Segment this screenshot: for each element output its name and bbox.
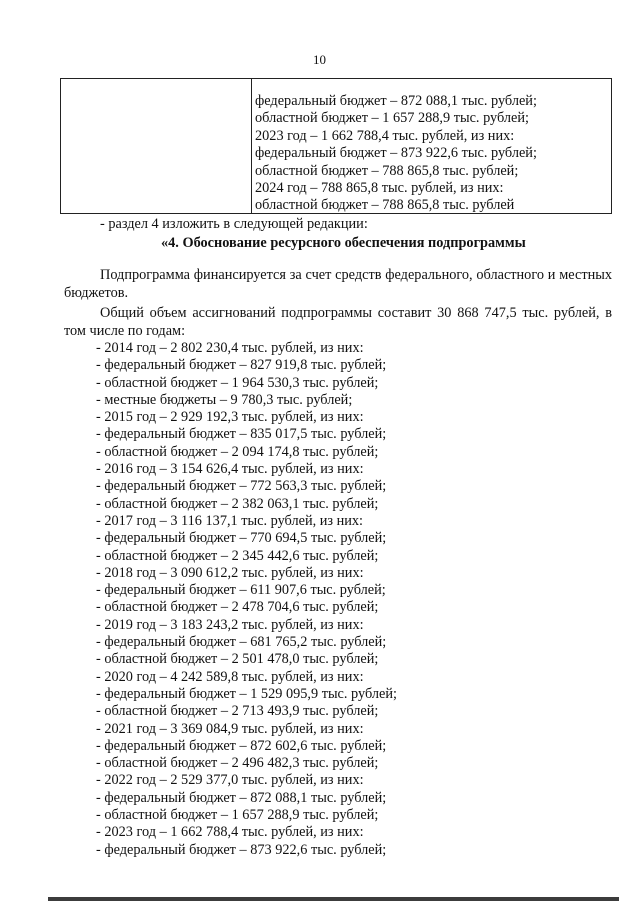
table-left-cell <box>61 79 252 213</box>
list-item: - 2015 год – 2 929 192,3 тыс. рублей, из них: <box>96 409 364 426</box>
list-item: - федеральный бюджет – 770 694,5 тыс. рублей; <box>96 530 387 547</box>
table-line: областной бюджет – 788 865,8 тыс. рублей <box>255 197 515 214</box>
table-right-cell <box>255 79 611 213</box>
table-line: 2023 год – 1 662 788,4 тыс. рублей, из них: <box>255 127 515 144</box>
list-item: - федеральный бюджет – 872 602,6 тыс. рублей; <box>96 737 387 754</box>
table-line: областной бюджет – 788 865,8 тыс. рублей; <box>255 162 519 179</box>
funding-by-year-list <box>96 340 397 859</box>
budget-table <box>60 78 612 214</box>
list-item: - федеральный бюджет – 872 088,1 тыс. рублей; <box>96 789 387 806</box>
list-item: - федеральный бюджет – 772 563,3 тыс. рублей; <box>96 478 387 495</box>
list-item: - областной бюджет – 2 713 493,9 тыс. рублей; <box>96 703 379 720</box>
total-volume-paragraph: Общий объем ассигнований подпрограммы составит 30 868 747,5 тыс. рублей, в том числе по годам: <box>64 305 612 339</box>
list-item: - федеральный бюджет – 611 907,6 тыс. рублей; <box>96 582 386 599</box>
scan-edge-rule <box>48 897 619 901</box>
list-item: - областной бюджет – 1 964 530,3 тыс. рублей; <box>96 374 379 391</box>
list-item: - 2020 год – 4 242 589,8 тыс. рублей, из них: <box>96 668 364 685</box>
list-item: - федеральный бюджет – 873 922,6 тыс. рублей; <box>96 841 387 858</box>
list-item: - областной бюджет – 2 478 704,6 тыс. рублей; <box>96 599 379 616</box>
section-heading: «4. Обоснование ресурсного обеспечения подпрограммы <box>161 235 526 251</box>
list-item: - 2022 год – 2 529 377,0 тыс. рублей, из них: <box>96 772 364 789</box>
list-item: - областной бюджет – 2 382 063,1 тыс. рублей; <box>96 495 379 512</box>
list-item: - федеральный бюджет – 1 529 095,9 тыс. рублей; <box>96 685 397 702</box>
amendment-instruction: - раздел 4 изложить в следующей редакции: <box>100 216 368 232</box>
table-line: 2024 год – 788 865,8 тыс. рублей, из них: <box>255 180 504 197</box>
list-item: - 2016 год – 3 154 626,4 тыс. рублей, из них: <box>96 461 364 478</box>
list-item: - 2019 год – 3 183 243,2 тыс. рублей, из них: <box>96 616 364 633</box>
list-item: - федеральный бюджет – 835 017,5 тыс. рублей; <box>96 426 387 443</box>
list-item: - 2018 год – 3 090 612,2 тыс. рублей, из них: <box>96 564 364 581</box>
table-line: федеральный бюджет – 872 088,1 тыс. рублей; <box>255 93 537 109</box>
list-item: - областной бюджет – 2 501 478,0 тыс. рублей; <box>96 651 379 668</box>
list-item: - 2021 год – 3 369 084,9 тыс. рублей, из них: <box>96 720 364 737</box>
list-item: - федеральный бюджет – 827 919,8 тыс. рублей; <box>96 357 387 374</box>
list-item: - 2017 год – 3 116 137,1 тыс. рублей, из них: <box>96 512 364 529</box>
list-item: - областной бюджет – 2 345 442,6 тыс. рублей; <box>96 547 379 564</box>
list-item: - 2014 год – 2 802 230,4 тыс. рублей, из них: <box>96 340 364 356</box>
table-line: федеральный бюджет – 873 922,6 тыс. рублей; <box>255 145 537 162</box>
page-number: 10 <box>313 52 326 67</box>
list-item: - областной бюджет – 1 657 288,9 тыс. рублей; <box>96 807 379 824</box>
list-item: - 2023 год – 1 662 788,4 тыс. рублей, из них: <box>96 824 364 841</box>
list-item: - областной бюджет – 2 496 482,3 тыс. рублей; <box>96 755 379 772</box>
funding-paragraph: Подпрограмма финансируется за счет средств федерального, областного и местных бюджетов. <box>64 267 612 301</box>
table-line: областной бюджет – 1 657 288,9 тыс. рублей; <box>255 110 530 127</box>
list-item: - областной бюджет – 2 094 174,8 тыс. рублей; <box>96 443 379 460</box>
list-item: - местные бюджеты – 9 780,3 тыс. рублей; <box>96 391 353 408</box>
list-item: - федеральный бюджет – 681 765,2 тыс. рублей; <box>96 634 387 651</box>
